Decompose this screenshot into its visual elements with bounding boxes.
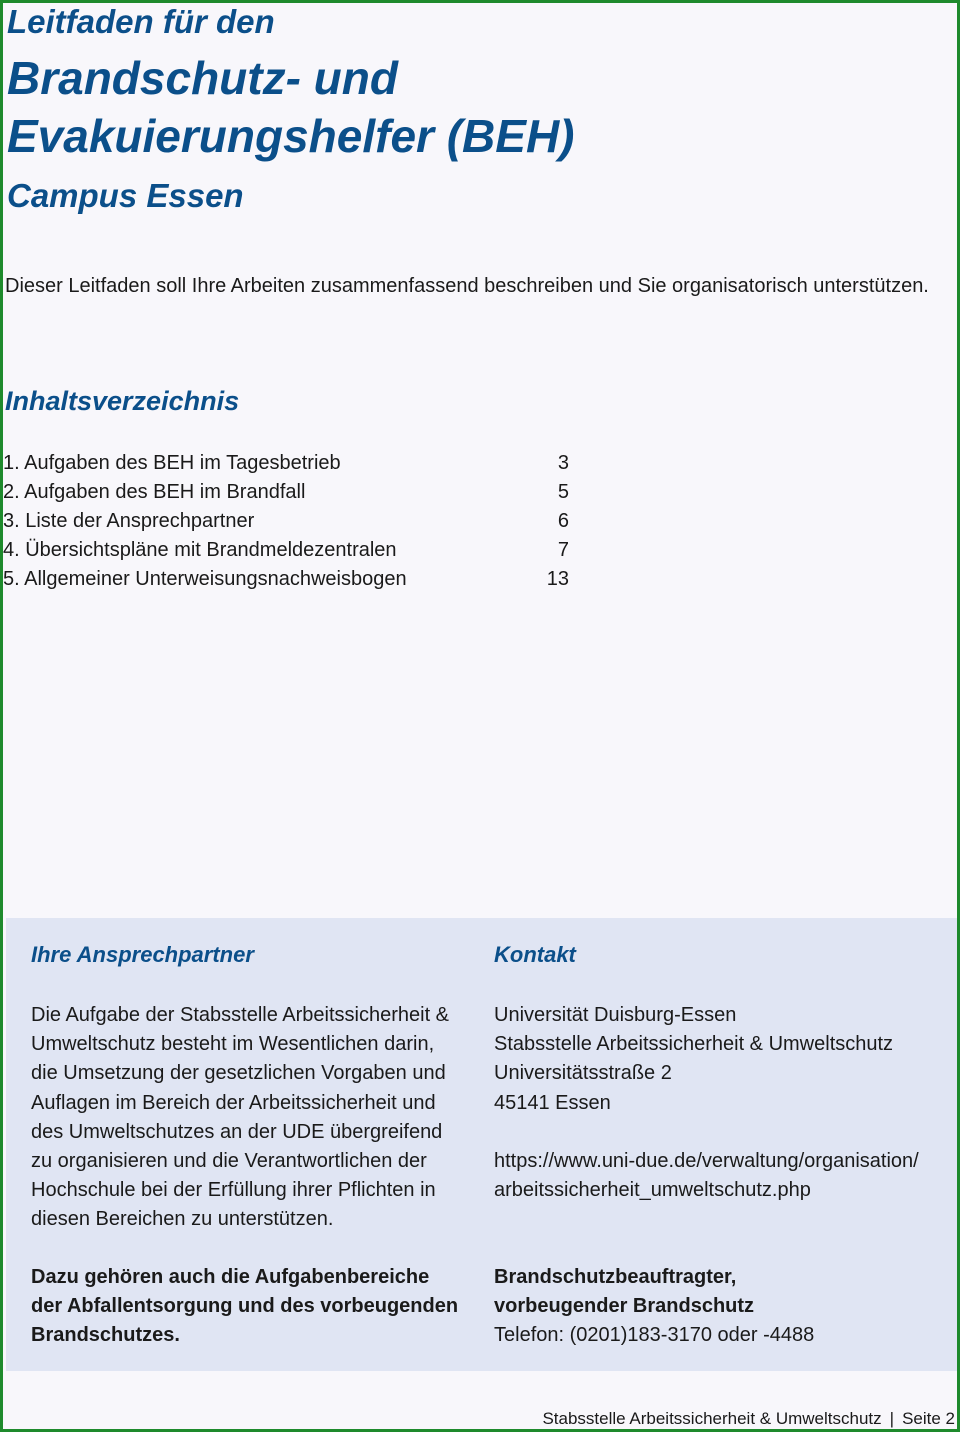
bold-line: Dazu gehören auch die Aufgabenbereiche: [31, 1266, 430, 1288]
toc-item-page: 6: [557, 510, 569, 532]
paragraph-line: des Umweltschutzes an der UDE übergreifend: [31, 1120, 443, 1143]
toc-item-page: 13: [546, 568, 569, 590]
phone-number: Telefon: (0201)183-3170 oder -4488: [494, 1324, 815, 1347]
intro-text: Dieser Leitfaden soll Ihre Arbeiten zusammenfassend beschreiben und Sie organisatorisch unterstützen.: [5, 275, 929, 297]
toc-item[interactable]: [3, 565, 569, 594]
address-block: [494, 1001, 893, 1118]
contact-panel: [6, 918, 960, 1371]
paragraph-line: Umweltschutz besteht im Wesentlichen darin,: [31, 1033, 435, 1056]
address-line: 45141 Essen: [494, 1091, 611, 1114]
title-line-1: Leitfaden für den: [7, 3, 275, 40]
toc-item[interactable]: [3, 536, 569, 565]
paragraph-line: Die Aufgabe der Stabsstelle Arbeitssicherheit &: [31, 1004, 450, 1026]
page-footer: [542, 1409, 955, 1429]
toc-item-label: 4. Übersichtspläne mit Brandmeldezentralen: [3, 539, 397, 561]
contact-persons-heading: Ihre Ansprechpartner: [31, 942, 254, 967]
officer-line: Brandschutzbeauftragter,: [494, 1266, 737, 1288]
toc-item-label: 5. Allgemeiner Unterweisungsnachweisbogen: [3, 568, 407, 590]
table-of-contents: [3, 449, 569, 594]
paragraph-line: Auflagen im Bereich der Arbeitssicherheit und: [31, 1091, 436, 1114]
title-line-2: Brandschutz- und: [7, 52, 398, 104]
url-line: https://www.uni-due.de/verwaltung/organisation/: [494, 1150, 919, 1172]
toc-item[interactable]: [3, 449, 569, 478]
paragraph-line: die Umsetzung der gesetzlichen Vorgaben und: [31, 1062, 446, 1085]
duties-bold-paragraph: [31, 1263, 458, 1351]
duties-paragraph: [31, 1001, 449, 1235]
title-campus: Campus Essen: [7, 177, 244, 214]
website-link[interactable]: [494, 1147, 919, 1205]
officer-line: vorbeugender Brandschutz: [494, 1295, 755, 1318]
toc-item[interactable]: [3, 507, 569, 536]
address-line: Stabsstelle Arbeitssicherheit & Umweltschutz: [494, 1033, 894, 1056]
toc-heading: Inhaltsverzeichnis: [5, 386, 240, 416]
toc-item-page: 3: [557, 452, 569, 474]
paragraph-line: diesen Bereichen zu unterstützen.: [31, 1208, 334, 1231]
toc-item-label: 3. Liste der Ansprechpartner: [3, 510, 255, 532]
address-line: Universitätsstraße 2: [494, 1062, 672, 1085]
toc-item-page: 7: [557, 539, 569, 561]
paragraph-line: zu organisieren und die Verantwortlichen der: [31, 1150, 427, 1173]
toc-item-label: 2. Aufgaben des BEH im Brandfall: [3, 481, 306, 503]
toc-item[interactable]: [3, 478, 569, 507]
paragraph-line: Hochschule bei der Erfüllung ihrer Pflichten in: [31, 1179, 436, 1202]
fire-officer-block: [494, 1263, 814, 1351]
toc-item-label: 1. Aufgaben des BEH im Tagesbetrieb: [3, 452, 341, 474]
address-line: Universität Duisburg-Essen: [494, 1004, 737, 1026]
footer-separator: |: [889, 1409, 895, 1428]
bold-line: der Abfallentsorgung und des vorbeugenden: [31, 1295, 459, 1318]
toc-item-page: 5: [557, 481, 569, 503]
bold-line: Brandschutzes.: [31, 1324, 180, 1347]
title-line-3: Evakuierungshelfer (BEH): [7, 110, 575, 162]
contact-heading: Kontakt: [494, 942, 576, 967]
footer-page-number: Seite 2: [902, 1409, 955, 1428]
footer-department: Stabsstelle Arbeitssicherheit & Umweltschutz: [542, 1409, 882, 1428]
url-line: arbeitssicherheit_umweltschutz.php: [494, 1179, 811, 1202]
